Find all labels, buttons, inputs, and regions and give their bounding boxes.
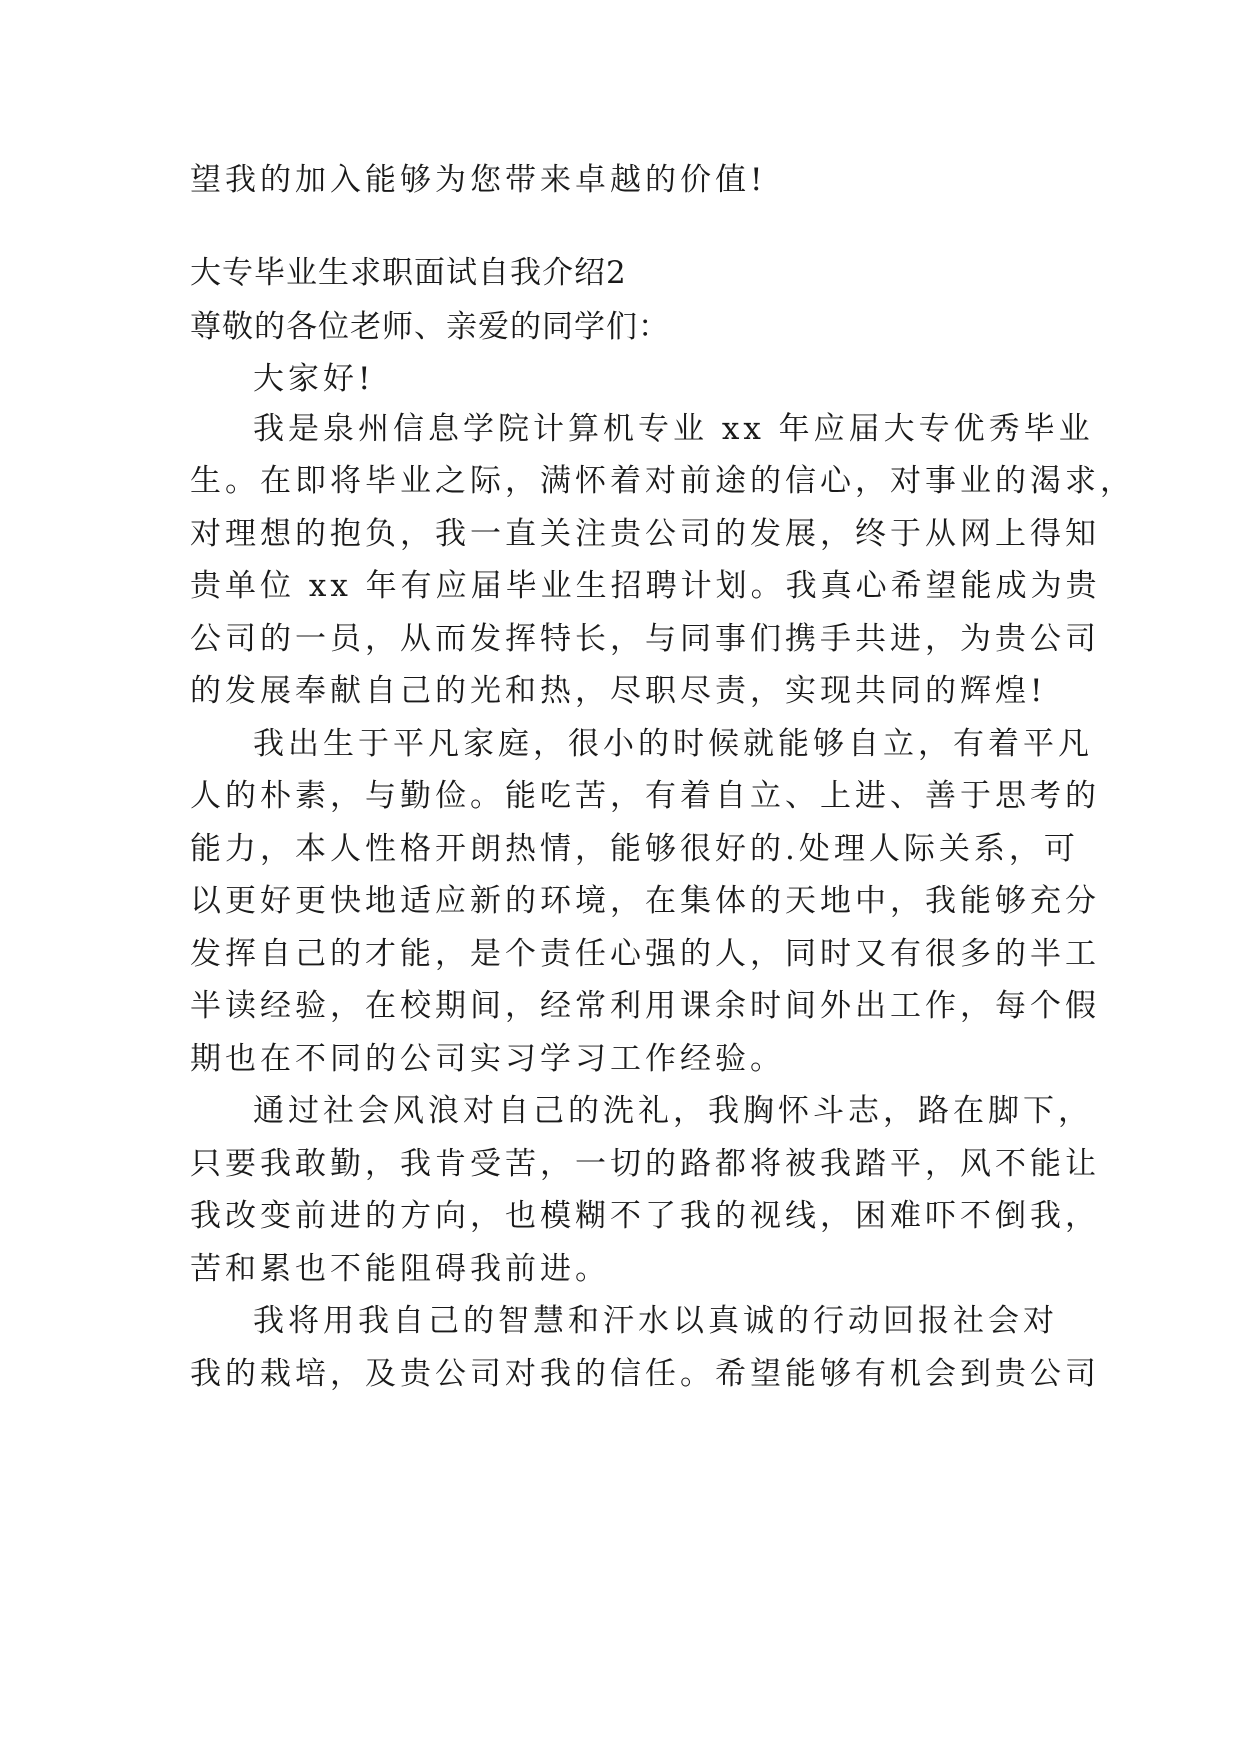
paragraph-line: 只要我敢勤，我肯受苦，一切的路都将被我踏平，风不能让 (190, 1146, 1100, 1182)
paragraph-line: 贵单位 xx 年有应届毕业生招聘计划。我真心希望能成为贵 (190, 568, 1101, 604)
continuation-line: 望我的加入能够为您带来卓越的价值! (190, 162, 767, 198)
paragraph-line: 生。在即将毕业之际，满怀着对前途的信心，对事业的渴求， (190, 463, 1135, 499)
paragraph-line: 我出生于平凡家庭，很小的时候就能够自立，有着平凡 (253, 726, 1093, 762)
paragraph-line: 公司的一员，从而发挥特长，与同事们携手共进，为贵公司 (190, 621, 1100, 657)
paragraph-line: 半读经验，在校期间，经常利用课余时间外出工作，每个假 (190, 988, 1100, 1024)
paragraph-line: 通过社会风浪对自己的洗礼，我胸怀斗志，路在脚下， (253, 1093, 1093, 1129)
paragraph-line: 我将用我自己的智慧和汗水以真诚的行动回报社会对 (253, 1303, 1058, 1339)
paragraph-line: 我是泉州信息学院计算机专业 xx 年应届大专优秀毕业 (253, 411, 1094, 447)
greeting: 大家好! (253, 361, 375, 397)
paragraph-line: 我改变前进的方向，也模糊不了我的视线，困难吓不倒我， (190, 1198, 1100, 1234)
paragraph-line: 期也在不同的公司实习学习工作经验。 (190, 1041, 785, 1077)
paragraph-line: 以更好更快地适应新的环境，在集体的天地中，我能够充分 (190, 883, 1100, 919)
paragraph-line: 的发展奉献自己的光和热，尽职尽责，实现共同的辉煌! (190, 673, 1047, 709)
paragraph-line: 发挥自己的才能，是个责任心强的人，同时又有很多的半工 (190, 936, 1100, 972)
section-heading: 大专毕业生求职面试自我介绍2 (190, 255, 627, 291)
paragraph-line: 苦和累也不能阻碍我前进。 (190, 1251, 610, 1287)
paragraph-line: 对理想的抱负，我一直关注贵公司的发展，终于从网上得知 (190, 516, 1100, 552)
paragraph-line: 我的栽培，及贵公司对我的信任。希望能够有机会到贵公司 (190, 1356, 1100, 1392)
salutation: 尊敬的各位老师、亲爱的同学们： (190, 309, 670, 345)
paragraph-line: 人的朴素，与勤俭。能吃苦，有着自立、上进、善于思考的 (190, 778, 1100, 814)
paragraph-line: 能力，本人性格开朗热情，能够很好的.处理人际关系，可 (190, 831, 1079, 867)
